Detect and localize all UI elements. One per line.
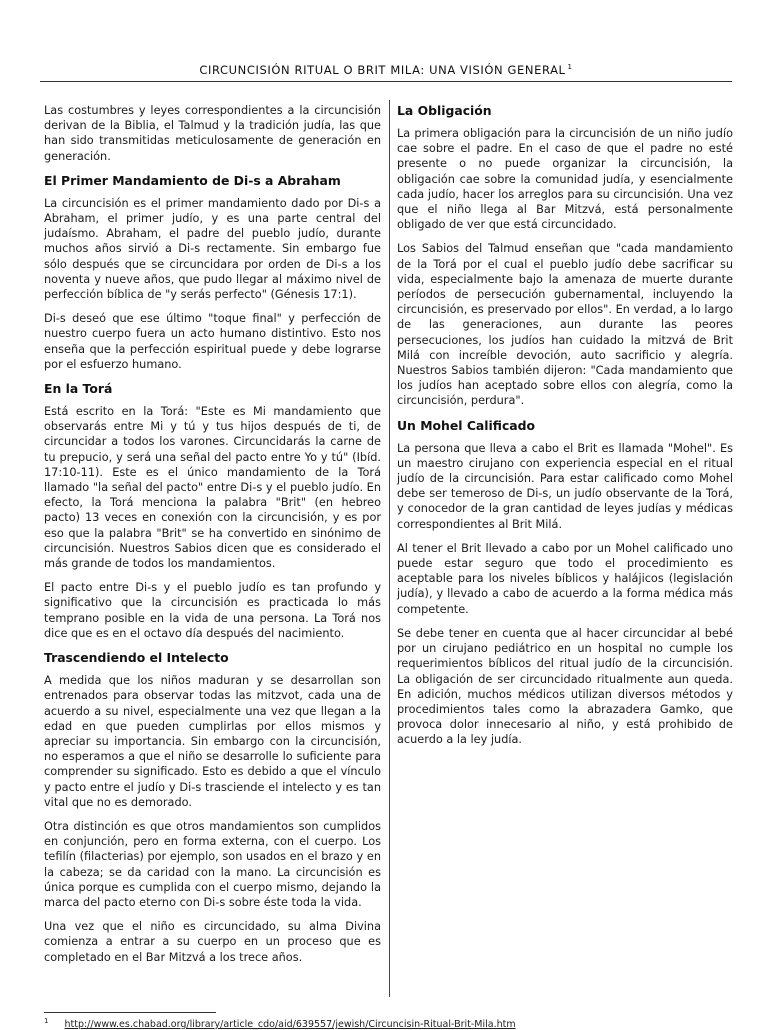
paragraph: Di-s deseó que ese último "toque final" y perfección de nuestro cuerpo fuera un acto humano distintivo. Esto nos enseña que la perfección espiritual puede y debe lograrse por el esfuerzo humano. xyxy=(44,312,381,371)
paragraph: Una vez que el niño es circuncidado, su alma Divina comienza a entrar a su cuerpo en un proceso que es completado en el Bar Mitzvá a los trece años. xyxy=(44,920,381,964)
paragraph: Se debe tener en cuenta que al hacer circuncidar al bebé por un cirujano pediátrico en un hospital no cumple los requerimientos bíblicos del ritual judío de la circuncisión. La obligación de ser circuncidado ritualmente aun queda. En adición, muchos médicos utilizan diversos métodos y procedimientos tales como la abrazadera Gamko, que provoca dolor innecesario al niño, y está prohibido de acuerdo a la ley judía. xyxy=(397,626,733,747)
section-heading-primer-mandamiento: El Primer Mandamiento de Di-s a Abraham xyxy=(44,172,341,188)
paragraph: Otra distinción es que otros mandamientos son cumplidos en conjunción, pero en forma externa, con el cuerpo. Los tefilín (filacterias) por ejemplo, son usados en el brazo y en la cabeza; se da caridad con la mano. La circuncisión es única porque es cumplida con el cuerpo mismo, dejando la marca del pacto eterno con Di-s sobre éste toda la vida. xyxy=(44,819,381,909)
paragraph: A medida que los niños maduran y se desarrollan son entrenados para observar todas las mitzvot, cada una de acuerdo a su nivel, especialmente una vez que llegan a la edad en que pueden cumplirlas por ellos mismos y apreciar su importancia. Sin embargo con la circuncisión, no esperamos a que el niño se desarrolle lo suficiente para comprender su significado. Esto es debido a que el vínculo y pacto entre el judío y Di-s trasciende el intelecto y es tan vital que no es demorado. xyxy=(44,674,381,809)
footnote-marker[interactable]: 1 xyxy=(567,63,573,72)
section-heading-en-la-tora: En la Torá xyxy=(44,381,113,397)
page-title-text: CIRCUNCISIÓN RITUAL O BRIT MILA: UNA VISIÓN GENERAL xyxy=(199,63,566,77)
footnote-divider xyxy=(44,1012,216,1013)
paragraph: La circuncisión es el primer mandamiento dado por Di-s a Abraham, el primer judío, y es una parte central del judaísmo. Abraham, el padre del pueblo judío, durante muchos años sirvió a Di-s rectamente. Sin embargo fue sólo después que se circuncidara por orden de Di-s a los noventa y nueve años, que pudo llegar al máximo nivel de perfección bíblica de "y serás perfecto" (Génesis 17:1). xyxy=(44,196,381,302)
footnote-link[interactable]: http://www.es.chabad.org/library/article_cdo/aid/639557/jewish/Circuncisin-Ritual-Brit-Mila.htm xyxy=(64,1019,516,1030)
intro-paragraph: Las costumbres y leyes correspondientes a la circuncisión derivan de la Biblia, el Talmud y la tradición judía, las que han sido transmitidas meticulosamente de generación en generación. xyxy=(44,104,381,163)
footnote-number: 1 xyxy=(44,1017,49,1025)
left-column xyxy=(44,103,381,974)
paragraph: Al tener el Brit llevado a cabo por un Mohel calificado uno puede estar seguro que todo el procedimiento es aceptable para los niveles bíblicos y halájicos (legislación judía), y llevado a cabo de acuerdo a la forma médica más competente. xyxy=(397,541,733,616)
paragraph: El pacto entre Di-s y el pueblo judío es tan profundo y significativo que la circuncisión es practicada lo más temprano posible en la vida de una persona. La Torá nos dice que es en el octavo día después del nacimiento. xyxy=(44,581,381,640)
paragraph: La primera obligación para la circuncisión de un niño judío cae sobre el padre. En el caso de que el padre no esté presente o no puede organizar la circuncisión, la obligación cae sobre la comunidad judía, y esencialmente cada judío, hacer los arreglos para su circuncisión. Una vez que el niño llega al Bar Mitzvá, está personalmente obligado de ver que está circuncidado. xyxy=(397,127,733,232)
section-heading-trascendiendo: Trascendiendo el Intelecto xyxy=(44,650,229,666)
column-divider xyxy=(389,100,390,997)
paragraph: Está escrito en la Torá: "Este es Mi mandamiento que observarás entre Mi y tú y tus hijos después de ti, de circuncidar a todos los varones. Circuncidarás la carne de tu prepucio, y será una señal del pacto entre Yo y tú" (Ibíd. 17:10-11). Este es el único mandamiento de la Torá llamado "la señal del pacto" entre Di-s y el pueblo judío. En efecto, la Torá menciona la palabra "Brit" (en hebreo pacto) 13 veces en conexión con la circuncisión, y es por eso que la palabra "Brit" se ha convertido en sinónimo de circuncisión. Nuestros Sabios dicen que es considerado el más grande de todos los mandamientos. xyxy=(44,405,381,571)
paragraph: Los Sabios del Talmud enseñan que "cada mandamiento de la Torá por el cual el pueblo judío debe sacrificar su vida, especialmente bajo la amenaza de muerte durante períodos de persecución gubernamental, incluyendo la circuncisión, es preservado por ellos". En verdad, a lo largo de las generaciones, aun durante las peores persecuciones, los judíos han cuidado la mitzvá de Brit Milá con increíble devoción, auto sacrificio y alegría. Nuestros Sabios también dijeron: "Cada mandamiento que los judíos han aceptado sobre ellos con alegría, como la circuncisión, perdura". xyxy=(397,242,733,408)
section-heading-mohel: Un Mohel Calificado xyxy=(397,417,536,433)
section-heading-obligacion: La Obligación xyxy=(397,103,492,118)
page-title xyxy=(40,63,732,82)
paragraph: La persona que lleva a cabo el Brit es llamada "Mohel". Es un maestro cirujano con experiencia especial en el ritual judío de la circuncisión. Para estar calificado como Mohel debe ser temeroso de Di-s, un judío observante de la Torá, y conocedor de la gran cantidad de leyes judías y médicas correspondientes al Brit Milá. xyxy=(397,441,733,531)
right-column xyxy=(397,103,733,757)
